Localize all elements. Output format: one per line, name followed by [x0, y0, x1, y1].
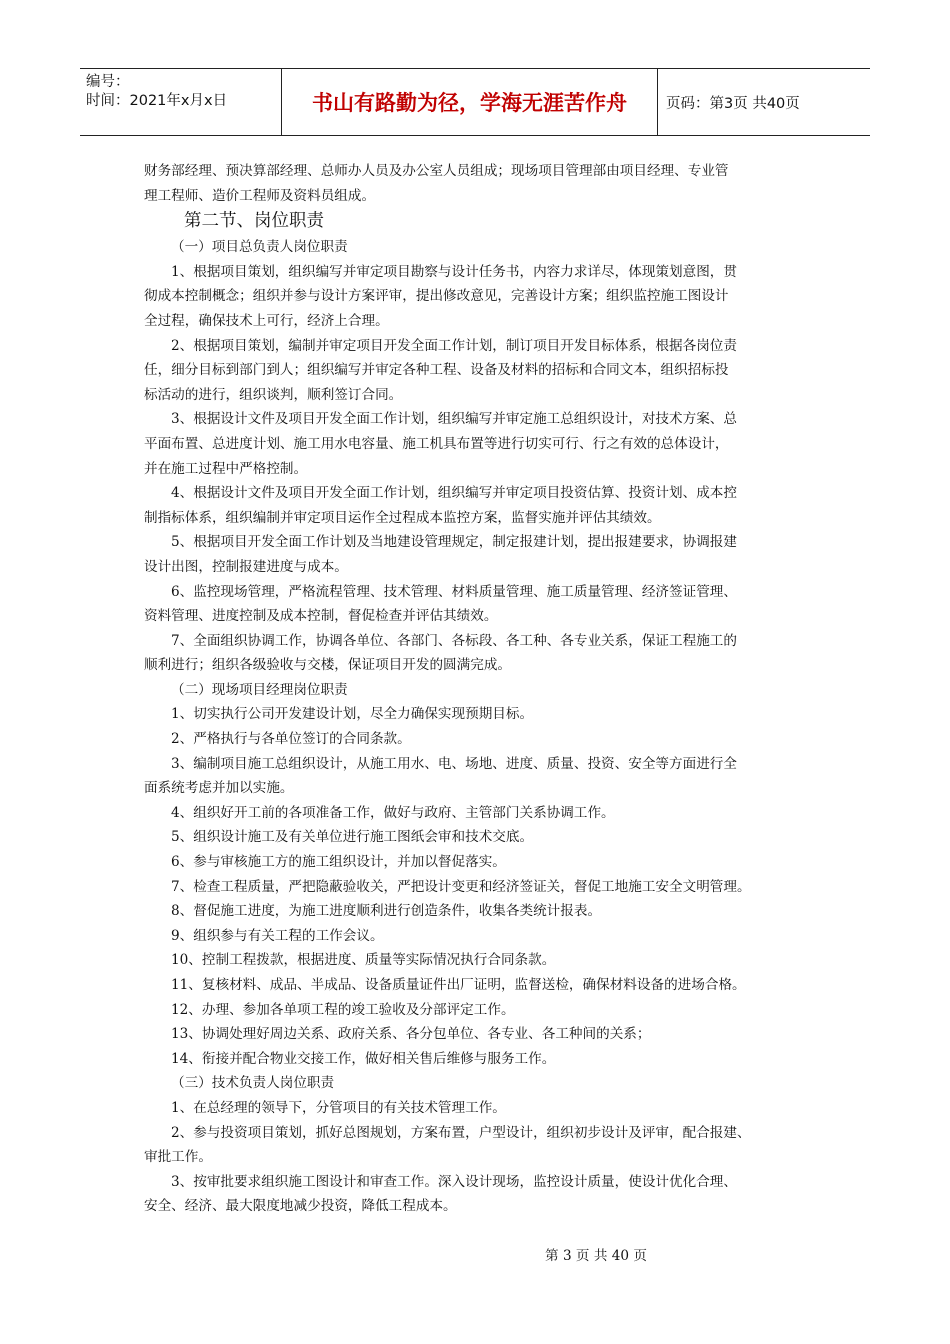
subsection-title: （一）项目总负责人岗位职责 — [171, 239, 348, 256]
document-number-label: 编号： — [86, 74, 130, 90]
header-motto: 书山有路勤为径，学海无涯苦作舟 — [282, 69, 658, 135]
body-line: 面系统考虑并加以实施。 — [144, 780, 294, 797]
body-line: 标活动的进行，组织谈判，顺利签订合同。 — [144, 386, 403, 403]
body-line: 7、全面组织协调工作，协调各单位、各部门、各标段、各工种、各专业关系，保证工程施工的 — [171, 632, 737, 649]
document-date: 时间：2021年x月x日 — [86, 93, 228, 109]
body-line: 1、根据项目策划，组织编写并审定项目勘察与设计任务书，内容力求详尽，体现策划意图，贯 — [171, 263, 737, 280]
body-line: 制指标体系，组织编制并审定项目运作全过程成本监控方案，监督实施并评估其绩效。 — [144, 509, 661, 526]
body-line: 3、根据设计文件及项目开发全面工作计划，组织编写并审定施工总组织设计，对技术方案、总 — [171, 411, 737, 428]
body-line: 1、在总经理的领导下，分管项目的有关技术管理工作。 — [171, 1099, 506, 1116]
body-line: 安全、经济、最大限度地减少投资，降低工程成本。 — [144, 1198, 457, 1215]
subsection-1-body — [144, 260, 810, 678]
body-line: 5、根据项目开发全面工作计划及当地建设管理规定，制定报建计划，提出报建要求，协调报建 — [171, 534, 737, 551]
body-line: 2、根据项目策划，编制并审定项目开发全面工作计划，制订项目开发目标体系，根据各岗位责 — [171, 337, 737, 354]
body-line: 12、办理、参加各单项工程的竣工验收及分部评定工作。 — [171, 1001, 515, 1018]
body-line: 3、按审批要求组织施工图设计和审查工作。深入设计现场，监控设计质量，使设计优化合理、 — [171, 1173, 737, 1190]
body-line: 7、检查工程质量，严把隐蔽验收关，严把设计变更和经济签证关，督促工地施工安全文明管理。 — [171, 878, 751, 895]
section-title: 第二节、岗位职责 — [184, 211, 324, 232]
body-line: 审批工作。 — [144, 1149, 212, 1166]
body-line: 11、复核材料、成品、半成品、设备质量证件出厂证明，监督送检，确保材料设备的进场合格。 — [171, 977, 746, 993]
body-line: 财务部经理、预决算部经理、总师办人员及办公室人员组成；现场项目管理部由项目经理、专业管 — [144, 163, 729, 179]
subsection-title: （二）现场项目经理岗位职责 — [171, 681, 348, 698]
body-line: 9、组织参与有关工程的工作会议。 — [171, 927, 384, 944]
body-line: 6、参与审核施工方的施工组织设计，并加以督促落实。 — [171, 854, 506, 871]
body-line: 2、参与投资项目策划，抓好总图规划，方案布置，户型设计，组织初步设计及评审，配合报建、 — [171, 1124, 751, 1141]
body-line: 理工程师、造价工程师及资料员组成。 — [144, 187, 376, 204]
body-line: 10、控制工程拨款，根据进度、质量等实际情况执行合同条款。 — [171, 952, 556, 969]
page-footer: 第 3 页 共 40 页 — [545, 1248, 647, 1264]
body-line: 顺利进行；组织各级验收与交楼，保证项目开发的圆满完成。 — [144, 657, 512, 674]
body-line: 2、严格执行与各单位签订的合同条款。 — [171, 731, 411, 748]
header-page-number: 页码：第3页 共40页 — [666, 95, 800, 112]
body-line: 全过程，确保技术上可行，经济上合理。 — [144, 312, 389, 329]
body-line: 资料管理、进度控制及成本控制，督促检查并评估其绩效。 — [144, 608, 498, 625]
body-line: 平面布置、总进度计划、施工用水电容量、施工机具布置等进行切实可行、行之有效的总体设计， — [144, 435, 729, 452]
body-line: 1、切实执行公司开发建设计划，尽全力确保实现预期目标。 — [171, 706, 534, 723]
body-line: 13、协调处理好周边关系、政府关系、各分包单位、各专业、各工种间的关系； — [171, 1026, 651, 1043]
document-body — [144, 159, 810, 1219]
subsection-2-body — [144, 702, 810, 1071]
body-line: 4、根据设计文件及项目开发全面工作计划，组织编写并审定项目投资估算、投资计划、成本控 — [171, 485, 737, 502]
body-line: 4、组织好开工前的各项准备工作，做好与政府、主管部门关系协调工作。 — [171, 804, 615, 821]
header-meta — [80, 69, 282, 135]
subsection-3-body — [144, 1096, 810, 1219]
body-line: 彻成本控制概念；组织并参与设计方案评审，提出修改意见，完善设计方案；组织监控施工图设计 — [144, 288, 729, 305]
body-line: 3、编制项目施工总组织设计，从施工用水、电、场地、进度、质量、投资、安全等方面进行全 — [171, 755, 737, 772]
body-line: 14、衔接并配合物业交接工作，做好相关售后维修与服务工作。 — [171, 1050, 556, 1067]
body-line: 设计出图，控制报建进度与成本。 — [144, 558, 348, 575]
body-line: 任，细分目标到部门到人；组织编写并审定各种工程、设备及材料的招标和合同文本，组织招标投 — [144, 362, 729, 379]
page-header — [80, 68, 870, 136]
body-line: 8、督促施工进度，为施工进度顺利进行创造条件，收集各类统计报表。 — [171, 903, 602, 920]
body-line: 6、监控现场管理，严格流程管理、技术管理、材料质量管理、施工质量管理、经济签证管理、 — [171, 583, 737, 600]
body-line: 5、组织设计施工及有关单位进行施工图纸会审和技术交底。 — [171, 829, 534, 846]
body-line: 并在施工过程中严格控制。 — [144, 460, 308, 477]
subsection-title: （三）技术负责人岗位职责 — [171, 1075, 335, 1092]
